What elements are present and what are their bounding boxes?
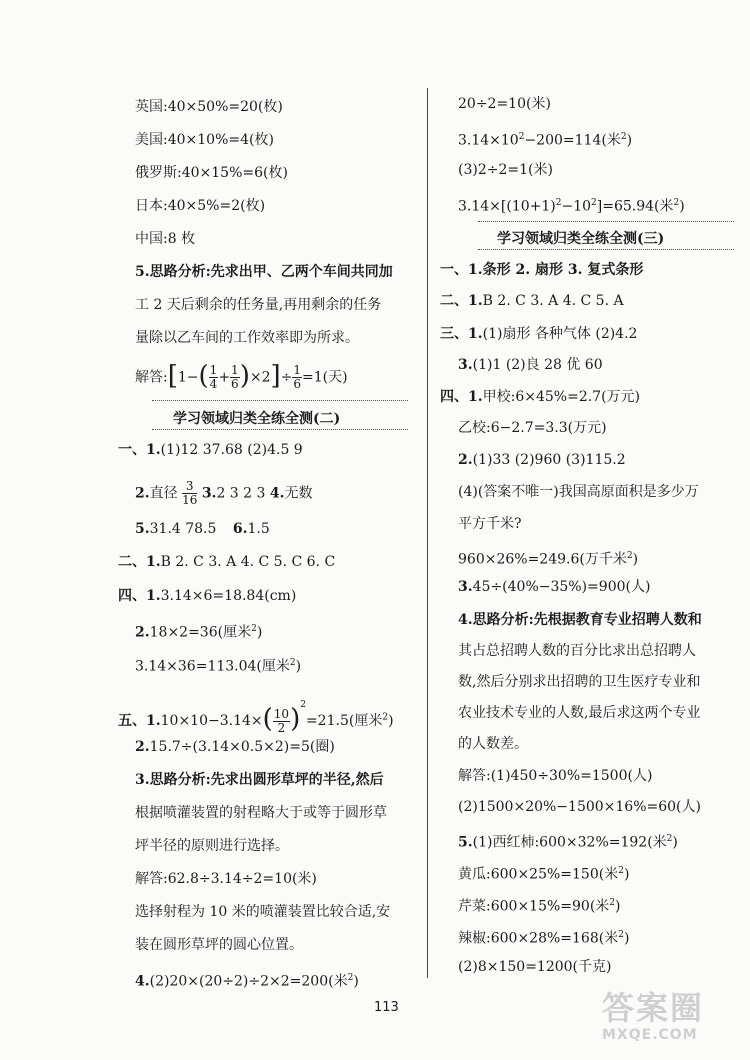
answer-text: 10×10−3.14× xyxy=(160,713,263,729)
superscript: 2 xyxy=(618,866,624,876)
fraction-1-4 xyxy=(209,364,219,391)
question-number: 二、1. xyxy=(440,293,483,309)
s3-part4-q2 xyxy=(458,451,626,469)
answer-line: 数,然后分别求出招聘的卫生医疗专业和 xyxy=(458,674,701,690)
superscript: 2 xyxy=(518,132,525,142)
paren-close: ) xyxy=(290,704,301,734)
section-divider-dots xyxy=(478,249,734,250)
answer-text: 芹菜:600×15%=90(米 xyxy=(458,898,610,915)
answer-text: 条形 2. 扇形 3. 复式条形 xyxy=(482,262,644,278)
superscript: 2 xyxy=(673,198,680,208)
answer-text: 31.4 78.5 xyxy=(149,521,217,537)
q5-answer-formula xyxy=(135,360,348,391)
question-number: 3. xyxy=(458,357,473,373)
answer-text: 直径 xyxy=(149,485,178,502)
fraction-1-6-divisor xyxy=(292,364,302,391)
s2-part5-q4 xyxy=(135,969,359,991)
answer-text: 甲校:6×45%=2.7(万元) xyxy=(482,389,641,405)
s2-part5-q2 xyxy=(135,738,335,756)
answer-text: (2)20×(20÷2)÷2×2=200(米 xyxy=(149,973,348,990)
q5-analysis-text: 思路分析:先求出甲、乙两个车间共同加 xyxy=(149,264,393,280)
s2-part5-q3-line2: 根据喷灌装置的射程略大于或等于圆形草 xyxy=(135,805,387,821)
superscript: 2 xyxy=(618,930,624,940)
question-number: 5. xyxy=(458,834,473,851)
answer-line: 乙校:6−2.7=3.3(万元) xyxy=(458,420,607,436)
answer-line-japan: 日本:40×5%=2(枚) xyxy=(135,198,266,214)
s3-part1 xyxy=(440,261,643,279)
watermark-logo xyxy=(602,990,742,1052)
answer-text: ) xyxy=(256,624,263,641)
section-3-title: 学习领域归类全练全测(三) xyxy=(497,231,665,247)
answer-text: ) xyxy=(679,198,685,215)
answer-text: ]=65.94(米 xyxy=(596,198,674,215)
formula-part: ×2 xyxy=(249,369,271,386)
s2-part4-q2 xyxy=(135,620,262,642)
question-number: 5. xyxy=(135,521,150,537)
answer-text: =21.5(厘米 xyxy=(305,713,383,729)
question-number: 四、1. xyxy=(440,389,483,405)
answer-text: 1.5 xyxy=(247,521,270,537)
answer-text: 960×26%=249.6(万千米 xyxy=(458,551,627,568)
question-number: 3. xyxy=(458,579,473,595)
answer-text: 2 3 2 3 xyxy=(216,485,266,502)
answer-text: 3.14×[(10+1) xyxy=(458,198,556,215)
question-number: 6. xyxy=(232,521,248,537)
s2-part5-q1 xyxy=(118,696,394,735)
answer-text: (1)西红柿:600×32%=192(米 xyxy=(472,834,667,851)
page-number: 113 xyxy=(374,1000,399,1015)
q5-analysis-line-1 xyxy=(135,263,393,281)
answer-text: ) xyxy=(615,898,621,915)
s3-part4-q5 xyxy=(458,830,678,852)
fraction-10-2 xyxy=(273,708,290,735)
answer-line: 平方千米? xyxy=(458,516,522,532)
question-number: 4. xyxy=(269,485,285,502)
question-number: 一、1. xyxy=(440,262,483,278)
s2-part1-q2 xyxy=(135,480,313,507)
superscript: 2 xyxy=(555,198,562,208)
answer-text: ) xyxy=(353,973,359,990)
answer-line: (2)1500×20%−1500×16%=60(人) xyxy=(458,799,701,815)
answer-text: −10 xyxy=(561,198,592,215)
answer-line xyxy=(458,128,632,150)
superscript: 2 xyxy=(251,624,257,634)
question-number: 3. xyxy=(201,485,217,502)
fraction-denominator: 16 xyxy=(182,493,198,507)
section-divider-dots xyxy=(478,221,734,222)
superscript: 2 xyxy=(382,712,389,723)
answer-text: B 2. C 3. A 4. C 5. A xyxy=(482,293,624,309)
question-number: 2. xyxy=(135,739,150,755)
s3-part2 xyxy=(440,292,624,310)
superscript: 2 xyxy=(666,834,673,844)
s3-part3-q3 xyxy=(458,356,603,374)
answer-line-russia: 俄罗斯:40×15%=6(枚) xyxy=(135,165,288,181)
fraction-numerator: 10 xyxy=(273,706,290,721)
q5-number: 5. xyxy=(135,264,150,280)
answer-text: 黄瓜:600×25%=150(米 xyxy=(458,866,619,883)
superscript: 2 xyxy=(289,658,296,668)
fraction-numerator: 3 xyxy=(182,480,197,494)
answer-line-china: 中国:8 枚 xyxy=(135,231,196,247)
s2-part5-q3-line3: 坪半径的原则进行选择。 xyxy=(135,838,289,854)
answer-text: 15.7÷(3.14×0.5×2)=5(圈) xyxy=(149,739,335,755)
paren-open: ( xyxy=(198,360,209,391)
question-number: 3. xyxy=(135,772,150,788)
s3-part4-q4-line1 xyxy=(458,611,702,629)
answer-text: ) xyxy=(632,551,639,568)
s2-part1-q1 xyxy=(118,441,303,459)
answer-line xyxy=(458,862,629,884)
formula-part: + xyxy=(218,369,231,386)
answer-text: 45÷(40%−35%)=900(人) xyxy=(472,579,651,595)
answer-line-usa: 美国:40×10%=4(枚) xyxy=(135,132,274,148)
formula-result: =1(天) xyxy=(302,369,348,386)
superscript: 2 xyxy=(620,132,627,142)
answer-line xyxy=(458,194,685,216)
s2-part5-q3-line6: 装在圆形草坪的圆心位置。 xyxy=(135,937,303,953)
analysis-text: 思路分析:先求出圆形草坪的半径,然后 xyxy=(149,772,384,788)
question-number: 一、1. xyxy=(118,442,161,458)
answer-line: 20÷2=10(米) xyxy=(458,96,551,112)
question-number: 4. xyxy=(135,973,150,990)
formula-part: ÷ xyxy=(280,369,293,386)
question-number: 四、1. xyxy=(118,588,161,604)
answer-text: 辣椒:600×28%=168(米 xyxy=(458,930,619,947)
bracket-open: [ xyxy=(167,360,178,391)
s2-part5-q3-line1 xyxy=(135,771,384,789)
answer-text: ) xyxy=(672,834,678,851)
fraction-denominator: 2 xyxy=(277,720,286,735)
formula-part: 1− xyxy=(177,369,199,386)
answer-text: 18×2=36(厘米 xyxy=(149,624,252,641)
s2-part2 xyxy=(118,553,335,571)
question-number: 五、1. xyxy=(118,713,161,729)
answer-line: 农业技术专业的人数,最后求这两个专业 xyxy=(458,705,701,721)
question-number: 2. xyxy=(135,485,150,502)
section-2-title: 学习领域归类全练全测(二) xyxy=(173,411,341,427)
fraction-numerator: 1 xyxy=(231,363,239,377)
answer-line: (4)(答案不唯一)我国高原面积是多少万 xyxy=(458,484,699,500)
answer-line xyxy=(458,926,629,948)
answer-text: ) xyxy=(295,658,302,675)
s2-part4-q1 xyxy=(118,587,296,605)
question-number: 4. xyxy=(458,612,473,628)
column-divider xyxy=(427,88,428,978)
answer-label: 解答: xyxy=(135,369,168,386)
superscript: 2 xyxy=(626,551,633,561)
fraction-denominator: 6 xyxy=(293,377,302,391)
fraction-denominator: 4 xyxy=(209,377,218,391)
paren-open: ( xyxy=(262,704,273,734)
answer-text: 3.14×36=113.04(厘米 xyxy=(135,658,290,675)
answer-text: 无数 xyxy=(284,485,313,502)
question-number: 二、1. xyxy=(118,554,161,570)
superscript: 2 xyxy=(347,973,354,983)
bracket-close: ] xyxy=(270,360,281,391)
question-number: 2. xyxy=(458,452,473,468)
watermark-text: 答案圈 xyxy=(602,989,705,1027)
section-divider-dots xyxy=(152,400,408,401)
answer-text: (1)12 37.68 (2)4.5 9 xyxy=(160,442,303,458)
section-divider-dots xyxy=(152,429,408,430)
q5-analysis-line-2: 工 2 天后剩余的任务量,再用剩余的任务 xyxy=(135,297,382,313)
s2-part1-q5 xyxy=(135,520,270,538)
s2-part5-q3-line5: 选择射程为 10 米的喷灌装置比较合适,安 xyxy=(135,904,391,920)
answer-text: (1)扇形 各种气体 (2)4.2 xyxy=(482,326,638,342)
answer-line: (3)2÷2=1(米) xyxy=(458,162,553,178)
answer-text: ) xyxy=(623,866,630,883)
answer-line: 其占总招聘人数的百分比求出总招聘人 xyxy=(458,643,696,659)
fraction-denominator: 6 xyxy=(231,377,239,391)
answer-text: B 2. C 3. A 4. C 5. C 6. C xyxy=(160,554,336,570)
answer-text: 3.14×6=18.84(cm) xyxy=(160,588,297,604)
s3-part4-q1 xyxy=(440,388,640,406)
answer-text: ) xyxy=(623,930,630,947)
answer-text: ) xyxy=(626,132,633,149)
question-number: 三、1. xyxy=(440,326,483,342)
fraction-1-6 xyxy=(230,364,240,391)
q5-analysis-line-3: 量除以乙车间的工作效率即为所求。 xyxy=(135,330,359,346)
answer-line: 解答:(1)450÷30%=1500(人) xyxy=(458,768,653,784)
s2-part4-q2-line2 xyxy=(135,654,301,676)
answer-text: −200=114(米 xyxy=(524,132,621,149)
analysis-text: 思路分析:先根据教育专业招聘人数和 xyxy=(472,612,702,628)
question-number: 2. xyxy=(135,624,150,641)
answer-line xyxy=(458,894,621,916)
watermark-url: MXQE.COM xyxy=(602,1027,698,1043)
answer-line-uk: 英国:40×50%=20(枚) xyxy=(135,99,283,115)
superscript: 2 xyxy=(300,700,306,710)
fraction-numerator: 1 xyxy=(209,363,218,377)
s3-part3-q1 xyxy=(440,325,637,343)
s3-part4-q3 xyxy=(458,578,650,596)
answer-text: ) xyxy=(388,713,394,729)
paren-close: ) xyxy=(239,360,250,391)
fraction-numerator: 1 xyxy=(293,363,302,377)
answer-text: 3.14×10 xyxy=(458,132,519,149)
fraction-3-16 xyxy=(182,480,197,507)
answer-line: (2)8×150=1200(千克) xyxy=(458,959,612,975)
answer-text: (1)1 (2)良 28 优 60 xyxy=(472,357,603,373)
superscript: 2 xyxy=(609,898,616,908)
answer-line: 的人数差。 xyxy=(458,736,528,752)
answer-text: (1)33 (2)960 (3)115.2 xyxy=(472,452,626,468)
superscript: 2 xyxy=(591,198,597,208)
s2-part5-q3-line4: 解答:62.8÷3.14÷2=10(米) xyxy=(135,871,317,887)
answer-line xyxy=(458,547,638,569)
